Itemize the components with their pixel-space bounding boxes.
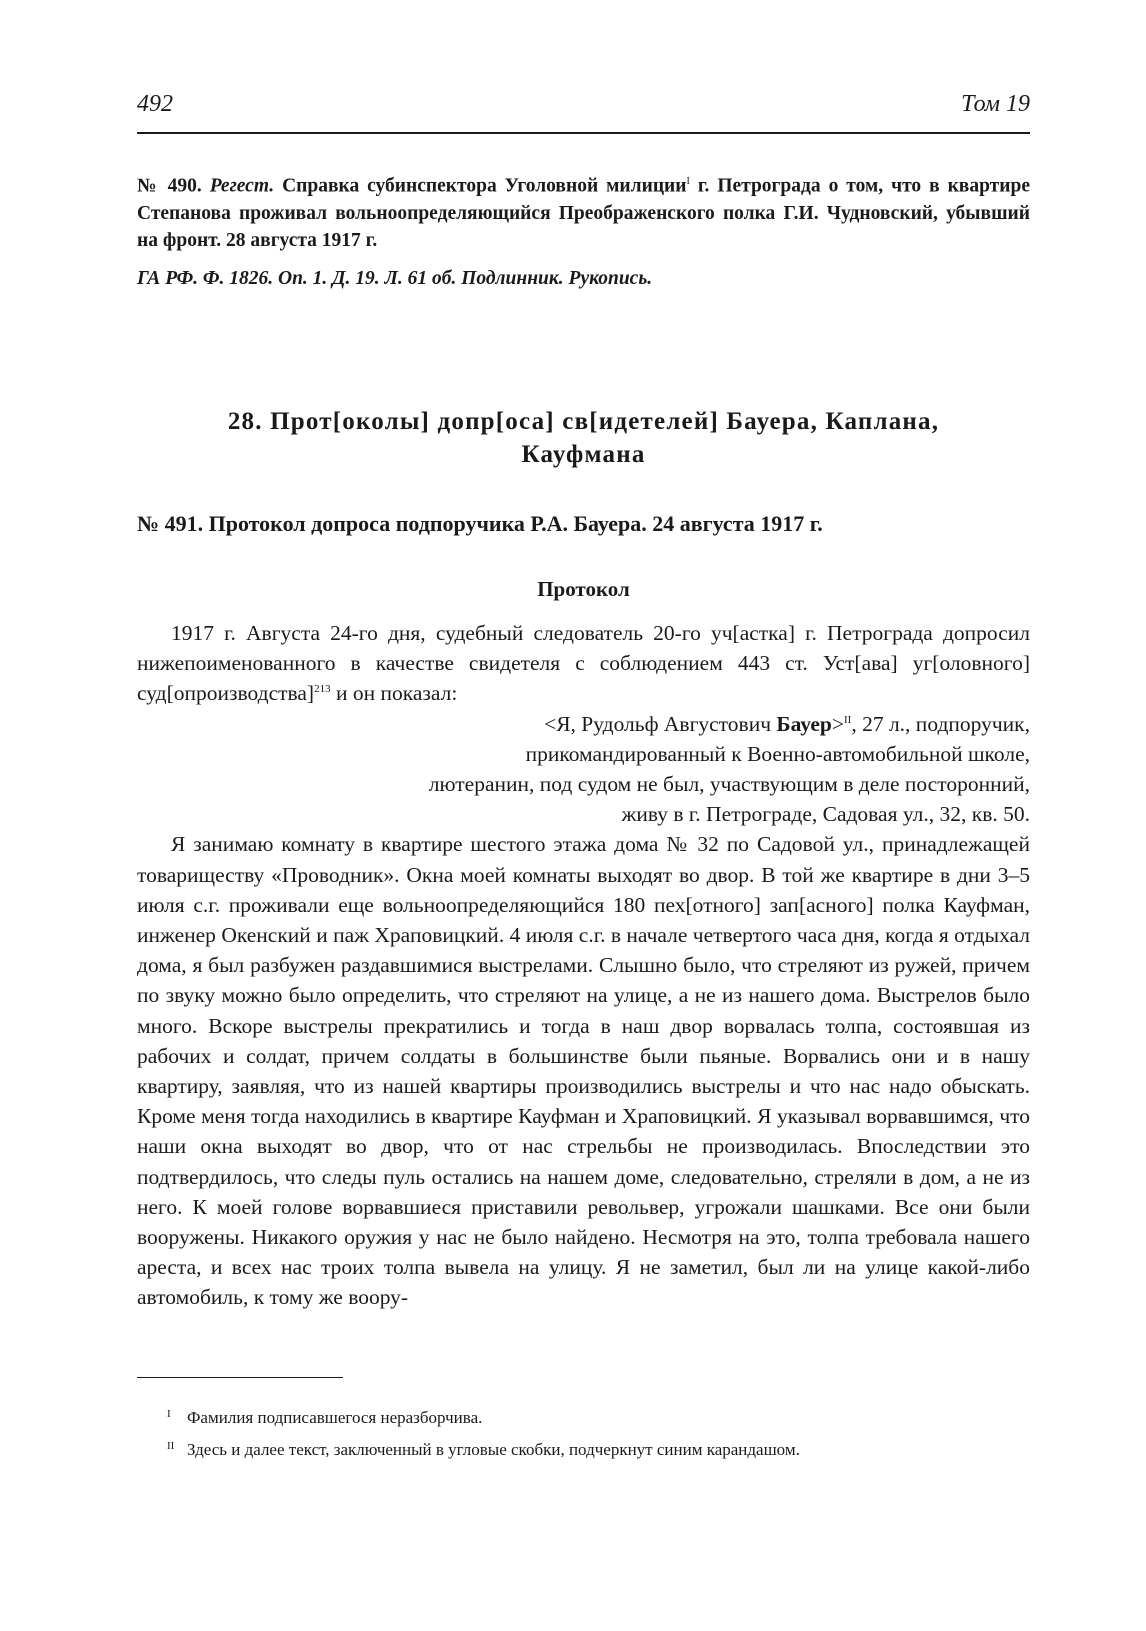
intro-text: 1917 г. Августа 24-го дня, судебный следователь 20-го уч[астка] г. Петрограда допросил нижепоименованного в качестве свидетеля с соблюдением 443 ст. Уст[ава] уг[оловного] суд[опроизводства] bbox=[137, 621, 1030, 706]
header-divider bbox=[137, 132, 1030, 134]
section-heading-line-1: 28. Прот[околы] допр[оса] св[идетелей] Бауера, Каплана, bbox=[227, 408, 940, 435]
footnotes bbox=[137, 1402, 1030, 1466]
paragraph-intro bbox=[137, 618, 1030, 709]
page-number: 492 bbox=[137, 91, 173, 117]
identity-bracket: > bbox=[831, 711, 844, 736]
protocol-heading: Протокол bbox=[537, 577, 630, 601]
footnote-ref-2: II bbox=[844, 713, 852, 726]
running-header bbox=[137, 91, 1030, 127]
identity-line-1 bbox=[137, 709, 1030, 739]
intro-end: и он показал: bbox=[330, 681, 458, 706]
archive-source: ГА РФ. Ф. 1826. Оп. 1. Д. 19. Л. 61 об. Подлинник. Рукопись. bbox=[137, 268, 653, 289]
identity-line-4: живу в г. Петрограде, Садовая ул., 32, кв. 50. bbox=[621, 802, 1030, 827]
footnote bbox=[137, 1434, 1030, 1466]
identity-line-1-rest: , 27 л., подпоручик, bbox=[851, 711, 1030, 736]
footnote-text: Здесь и далее текст, заключенный в угловые скобки, подчеркнут синим карандашом. bbox=[187, 1440, 800, 1459]
regest-number: № 490. bbox=[137, 175, 202, 197]
regest-text-2: г. Петрограда о том, что в квартире Степанова проживал вольноопределяющийся Преображенского полка Г.И. Чудновский, убывший на фронт. 28 августа 1917 г. bbox=[137, 175, 1030, 251]
paragraph-testimony: Я занимаю комнату в квартире шестого этажа дома № 32 по Садовой ул., принадлежащей товариществу «Проводник». Окна моей комнаты выходят во двор. В той же квартире в дни 3–5 июля с.г. проживали еще вольноопределяющийся 180 пех[отного] зап[асного] полка Кауфман, инженер Окенский и паж Храповицкий. 4 июля с.г. в начале четвертого часа дня, когда я отдыхал дома, я был разбужен раздавшимися выстрелами. Слышно было, что стреляют из ружей, причем по звуку можно было определить, что стреляют на улице, а не из нашего дома. Выстрелов было много. Вскоре выстрелы прекратились и тогда в наш двор ворвалась толпа, состоявшая из рабочих и солдат, причем солдаты в большинстве были пьяные. Ворвались они и в нашу квартиру, заявляя, что из нашей квартиры производились выстрелы и что нас надо обыскать. Кроме меня тогда находились в квартире Кауфман и Храповицкий. Я указывал ворвавшимся, что наши окна выходят во двор, что от нас стрельбы не производилась. Впоследствии это подтвердилось, что следы пуль остались на нашем доме, следовательно, стреляли в дом, а не из него. К моей голове ворвавшиеся приставили револьвер, угрожали шашками. Все они были вооружены. Никакого оружия у нас не было найдено. Несмотря на это, толпа требовала нашего ареста, и всех нас троих толпа вывела на улицу. Я не заметил, был ли на улице какой-либо автомобиль, к тому же воору- bbox=[137, 832, 1030, 1310]
witness-identity-block bbox=[137, 709, 1030, 830]
footnote-divider bbox=[137, 1377, 343, 1378]
footnote bbox=[137, 1402, 1030, 1434]
footnote-mark: I bbox=[167, 1408, 171, 1420]
section-heading-line-2: Кауфмана bbox=[521, 441, 646, 468]
regest-entry bbox=[137, 168, 1030, 254]
document-title: № 491. Протокол допроса подпоручика Р.А. Бауера. 24 августа 1917 г. bbox=[137, 511, 823, 536]
identity-prefix: <Я, Рудольф Августович bbox=[544, 711, 777, 736]
regest-label: Регест. bbox=[209, 175, 275, 197]
document-body bbox=[137, 618, 1030, 1313]
identity-line-2: прикомандированный к Военно-автомобильной школе, bbox=[525, 741, 1030, 766]
section-heading bbox=[137, 405, 1030, 471]
witness-name: Бауер bbox=[776, 711, 832, 736]
footnote-text: Фамилия подписавшегося неразборчива. bbox=[187, 1408, 483, 1427]
volume-label: Том 19 bbox=[961, 91, 1030, 117]
footnote-ref-213: 213 bbox=[314, 683, 331, 696]
regest-text-1: Справка субинспектора Уголовной милиции bbox=[282, 175, 687, 197]
footnote-mark: II bbox=[167, 1440, 175, 1452]
footnote-ref-1: I bbox=[686, 176, 690, 187]
identity-line-3: лютеранин, под судом не был, участвующим в деле посторонний, bbox=[428, 772, 1030, 797]
